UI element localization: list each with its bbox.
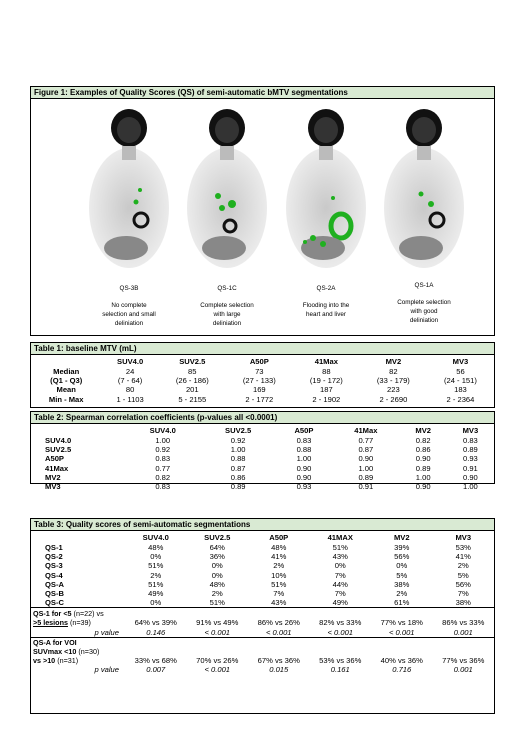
comparison2-label-b [31, 647, 125, 656]
row-label: QS-2 [45, 552, 63, 562]
cell: 67% vs 36% [257, 656, 300, 666]
pet-image-qs-1a [381, 108, 467, 268]
cell: 2 - 1902 [312, 394, 341, 404]
col-header: MV2 [393, 532, 410, 542]
comparison1-values-row [31, 618, 494, 627]
caption-qs-1c [174, 284, 280, 328]
row-label: 41Max [45, 463, 69, 473]
row-label: Min - Max [48, 394, 84, 404]
cell: 48% [148, 543, 164, 553]
cell: 49% [332, 598, 348, 608]
p-cell: < 0.001 [327, 627, 354, 637]
cell: 61% [394, 598, 410, 608]
cell: 44% [332, 579, 348, 589]
cell: 36% [209, 552, 225, 562]
caption-qs-1a [371, 281, 477, 325]
cell: 51% [209, 598, 225, 608]
col-header: 41MAX [327, 532, 353, 542]
cell: 43% [271, 598, 287, 608]
table-row [31, 367, 494, 376]
cell: 5% [457, 570, 469, 580]
caption-line: heart and liver [306, 311, 346, 318]
p-cell: 0.716 [392, 665, 412, 675]
cell: 2 - 2690 [379, 394, 408, 404]
cell: 51% [332, 543, 348, 553]
comparison1-p-row [31, 628, 494, 638]
p-cell: < 0.001 [204, 627, 231, 637]
row-label: QS-4 [45, 570, 63, 580]
cell: 0.92 [230, 436, 246, 446]
cell: 0.87 [358, 445, 374, 455]
table-row [31, 571, 494, 580]
cell: 80 [125, 385, 135, 395]
cell: 5 - 2155 [178, 394, 207, 404]
p-cell: < 0.001 [204, 665, 231, 675]
cell: 0.83 [155, 482, 171, 492]
cell: 1.00 [155, 436, 171, 446]
p-cell: < 0.001 [265, 627, 292, 637]
col-header: MV3 [462, 425, 479, 435]
caption-code: QS-1A [414, 282, 434, 289]
caption-line: Flooding into the [302, 302, 350, 309]
cell: (24 - 151) [443, 376, 477, 386]
cell: 0.77 [358, 436, 374, 446]
cell: 2% [457, 561, 469, 571]
row-label: QS-1 [45, 543, 63, 553]
cell: (33 - 179) [376, 376, 410, 386]
table2-panel [30, 411, 495, 492]
comparison2-label-a: QS-A for VOI [31, 637, 125, 647]
cell: 73 [255, 367, 264, 377]
caption-line: deliniation [409, 317, 439, 324]
cell: 0.90 [358, 454, 374, 464]
cell: 2% [150, 570, 162, 580]
label-text: >5 lesions [33, 618, 68, 628]
cell: 0.86 [230, 472, 246, 482]
cell: 2 - 2364 [446, 394, 475, 404]
cell: 85 [188, 367, 197, 377]
cell: 33% vs 68% [134, 656, 177, 666]
p-label: p value [94, 665, 119, 675]
col-header: 41Max [354, 425, 378, 435]
caption-line: Complete selection [200, 302, 254, 309]
row-label: Median [53, 367, 80, 377]
cell: 0% [150, 552, 162, 562]
table-row [31, 395, 494, 404]
caption-qs-3b [76, 284, 182, 328]
label-text: (n=39) [69, 618, 91, 628]
cell: 38% [394, 579, 410, 589]
comparison2-values-row [31, 656, 494, 665]
label-text: QS-1 for <5 [33, 608, 72, 618]
cell: 2% [211, 589, 223, 599]
cell: 10% [271, 570, 287, 580]
cell: 0.92 [155, 445, 171, 455]
table-row [31, 589, 494, 598]
table-row [31, 543, 494, 552]
cell: 64% vs 39% [134, 618, 177, 628]
comparison1-row [31, 608, 494, 619]
spacer [125, 637, 494, 647]
row-label: MV3 [45, 482, 61, 492]
cell: 201 [185, 385, 199, 395]
cell: 7% [334, 570, 346, 580]
cell: (27 - 133) [242, 376, 276, 386]
p-cell: 0.001 [453, 665, 473, 675]
spacer [125, 647, 494, 656]
header-blank [31, 424, 125, 436]
cell: 51% [148, 579, 164, 589]
cell: 0.77 [155, 463, 171, 473]
col-header: A50P [249, 356, 269, 366]
cell: 86% vs 26% [257, 618, 300, 628]
cell: 0.89 [415, 463, 431, 473]
cell: 2 - 1772 [245, 394, 274, 404]
cell: 0% [334, 561, 346, 571]
table2-title: Table 2: Spearman correlation coefficients (p-values all <0.0001) [31, 412, 494, 424]
cell: 43% [332, 552, 348, 562]
col-header: SUV2.5 [204, 532, 231, 542]
table3-panel [30, 518, 495, 714]
cell: 39% [394, 543, 410, 553]
cell: 0.86 [415, 445, 431, 455]
caption-line: Complete selection [397, 299, 451, 306]
cell: 77% vs 36% [442, 656, 485, 666]
cell: 0.90 [415, 454, 431, 464]
col-header: SUV2.5 [179, 356, 206, 366]
cell: 88 [322, 367, 331, 377]
p-cell: 0.007 [146, 665, 166, 675]
cell: 82% vs 33% [319, 618, 362, 628]
cell: 48% [209, 579, 225, 589]
p-cell: 0.015 [269, 665, 289, 675]
row-label: QS-3 [45, 561, 63, 571]
col-header: SUV4.0 [117, 356, 144, 366]
cell: (7 - 64) [117, 376, 143, 386]
caption-line: selection and small [102, 311, 156, 318]
figure-panel [30, 86, 495, 336]
table-row [31, 454, 494, 463]
table1 [31, 355, 494, 404]
comparison2-row [31, 637, 494, 647]
cell: 2% [273, 561, 285, 571]
cell: 51% [271, 579, 287, 589]
cell: 187 [320, 385, 333, 395]
cell: 56% [455, 579, 471, 589]
cell: 0.91 [358, 482, 374, 492]
cell: 0.88 [230, 454, 246, 464]
cell: 0% [150, 598, 162, 608]
col-header: MV3 [452, 356, 469, 366]
cell: 38% [455, 598, 471, 608]
caption-qs-2a [273, 284, 379, 319]
cell: 56 [456, 367, 465, 377]
pet-image-qs-2a [283, 108, 369, 268]
table-row [31, 580, 494, 589]
cell: 51% [148, 561, 164, 571]
cell: 91% vs 49% [196, 618, 239, 628]
cell: 77% vs 18% [380, 618, 423, 628]
p-cell: 0.161 [330, 665, 350, 675]
caption-line: with good [410, 308, 438, 315]
row-label: SUV4.0 [45, 436, 72, 446]
table-row [31, 561, 494, 570]
pet-image-qs-3b [86, 108, 172, 268]
caption-line: with large [213, 311, 241, 318]
header-blank [31, 355, 101, 367]
caption-code: QS-3B [119, 285, 139, 292]
cell: 5% [396, 570, 408, 580]
pet-image-qs-1c [184, 108, 270, 268]
comparison2-label-c [31, 656, 125, 665]
cell: 48% [271, 543, 287, 553]
col-header: MV3 [455, 532, 472, 542]
label-text: (n=30) [78, 646, 100, 656]
cell: 1.00 [230, 445, 246, 455]
cell: 56% [394, 552, 410, 562]
cell: 0.93 [463, 454, 478, 464]
cell: 0% [396, 561, 408, 571]
cell: 0.83 [296, 436, 312, 446]
cell: 169 [252, 385, 266, 395]
row-label: MV2 [45, 472, 61, 482]
cell: 0.88 [296, 445, 312, 455]
cell: 0.89 [463, 445, 478, 455]
cell: 0.90 [296, 472, 312, 482]
header-blank [31, 531, 125, 543]
col-header: MV2 [415, 425, 431, 435]
col-header: MV2 [385, 356, 402, 366]
p-cell: < 0.001 [388, 627, 415, 637]
cell: 82 [389, 367, 398, 377]
cell: 40% vs 36% [380, 656, 423, 666]
cell: 0.82 [155, 472, 171, 482]
cell: 24 [125, 367, 135, 377]
cell: 49% [148, 589, 164, 599]
table-row [31, 385, 494, 394]
comparison2-row-b [31, 647, 494, 656]
cell: 0.89 [358, 472, 374, 482]
caption-line: No complete [111, 302, 147, 309]
caption-line: deliniation [114, 320, 144, 327]
table-row [31, 376, 494, 385]
row-label: QS-C [45, 598, 64, 608]
cell: 70% vs 26% [196, 656, 239, 666]
cell: 0.82 [415, 436, 431, 446]
comparison1-label-a [31, 608, 125, 619]
cell: 0% [211, 561, 223, 571]
cell: 0.83 [463, 436, 478, 446]
figure-images [31, 100, 494, 336]
cell: 64% [209, 543, 225, 553]
p-label: p value [94, 627, 119, 637]
table-row [31, 598, 494, 608]
caption-line: deliniation [212, 320, 242, 327]
table3-title: Table 3: Quality scores of semi-automatic segmentations [31, 519, 494, 531]
cell: 1.00 [415, 472, 431, 482]
table1-panel [30, 342, 495, 408]
cell: 1.00 [463, 482, 478, 492]
spacer [125, 608, 494, 619]
p-cell: 0.001 [453, 627, 473, 637]
cell: 223 [387, 385, 400, 395]
cell: (19 - 172) [309, 376, 343, 386]
cell: 53% [455, 543, 471, 553]
cell: (26 - 186) [175, 376, 209, 386]
cell: 7% [457, 589, 469, 599]
col-header: A50P [294, 425, 314, 435]
table1-title: Table 1: baseline MTV (mL) [31, 343, 494, 355]
table2 [31, 424, 494, 491]
cell: 0.83 [155, 454, 171, 464]
cell: 0.90 [296, 463, 312, 473]
row-label: QS-B [45, 589, 64, 599]
p-cell: 0.146 [146, 627, 166, 637]
cell: 0.90 [463, 472, 478, 482]
comparison2-p-row [31, 665, 494, 674]
row-label: QS-A [45, 579, 64, 589]
figure-title: Figure 1: Examples of Quality Scores (QS) of semi-automatic bMTV segmentations [31, 87, 494, 99]
row-label: Mean [56, 385, 76, 395]
cell: 1.00 [296, 454, 312, 464]
comparison1-label-b [31, 618, 125, 627]
col-header: SUV4.0 [142, 532, 169, 542]
row-label: (Q1 - Q3) [50, 376, 83, 386]
cell: 0.89 [230, 482, 246, 492]
label-text: (n=22) vs [73, 608, 104, 618]
table-row [31, 473, 494, 482]
cell: 0.87 [230, 463, 246, 473]
cell: 183 [454, 385, 467, 395]
caption-code: QS-1C [217, 285, 237, 292]
cell: 86% vs 33% [442, 618, 485, 628]
row-label: A50P [45, 454, 64, 464]
cell: 7% [273, 589, 285, 599]
col-header: 41Max [314, 356, 338, 366]
caption-code: QS-2A [316, 285, 336, 292]
cell: 1.00 [358, 463, 374, 473]
cell: 41% [271, 552, 287, 562]
col-header: A50P [269, 532, 289, 542]
table-row [31, 464, 494, 473]
table-row [31, 445, 494, 454]
cell: 0.93 [296, 482, 312, 492]
cell: 7% [334, 589, 346, 599]
table-row [31, 552, 494, 561]
cell: 0.91 [463, 463, 478, 473]
label-text: vs >10 [33, 656, 56, 666]
cell: 0% [211, 570, 223, 580]
cell: 53% vs 36% [319, 656, 362, 666]
col-header: SUV4.0 [149, 425, 176, 435]
row-label: SUV2.5 [45, 445, 72, 455]
table3 [31, 531, 494, 674]
cell: 0.90 [415, 482, 431, 492]
cell: 2% [396, 589, 408, 599]
table-row [31, 436, 494, 445]
col-header: SUV2.5 [225, 425, 252, 435]
cell: 41% [455, 552, 471, 562]
label-text: SUVmax <10 [33, 646, 77, 656]
table-row [31, 482, 494, 491]
cell: 1 - 1103 [116, 394, 144, 404]
label-text: (n=31) [57, 656, 79, 666]
